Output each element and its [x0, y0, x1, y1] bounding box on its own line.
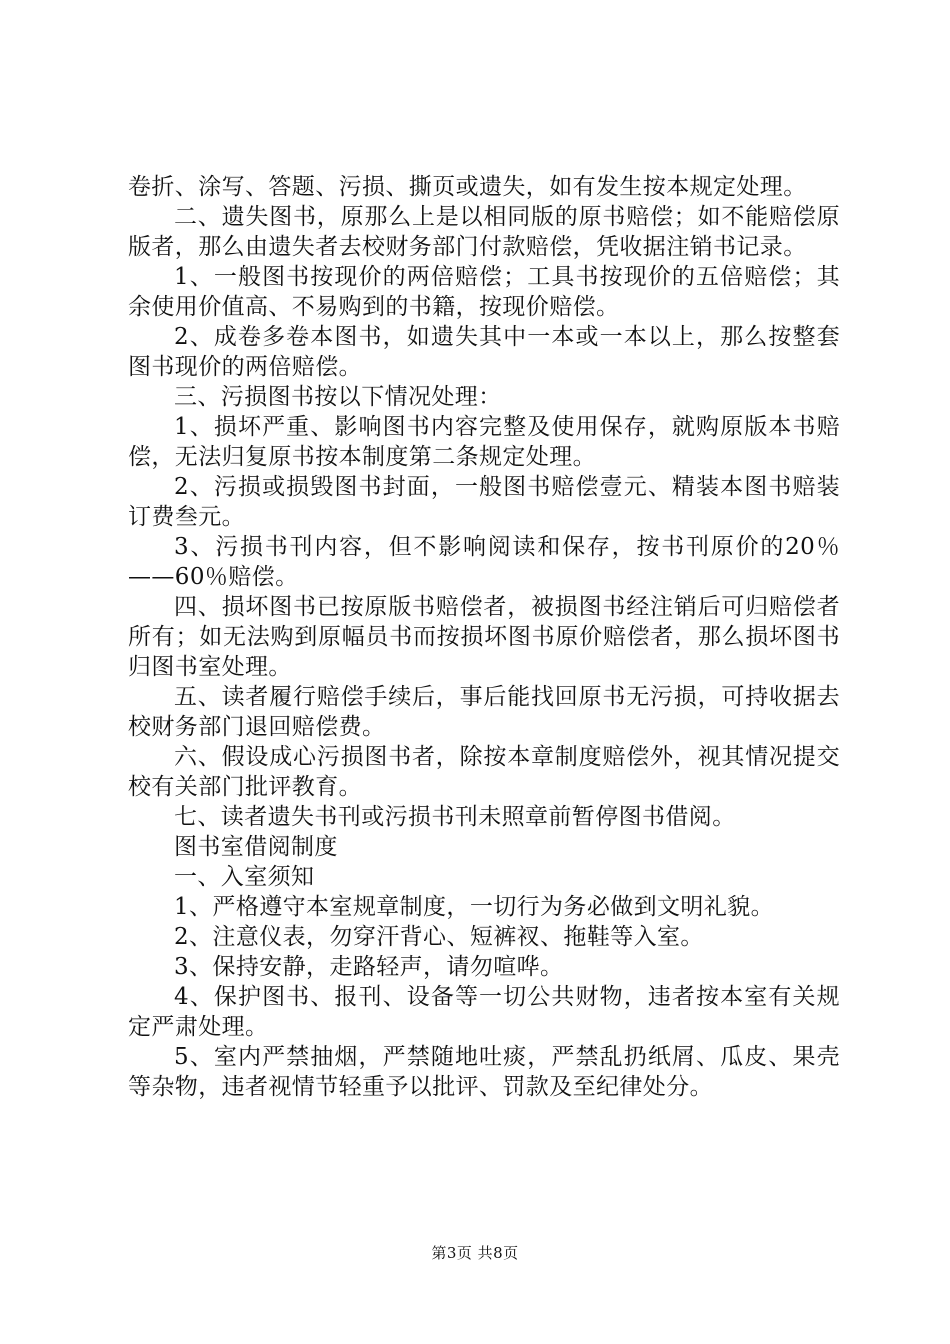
paragraph-16: 2、注意仪表，勿穿汗背心、短裤衩、拖鞋等入室。: [174, 924, 704, 950]
paragraph-19: 5、室内严禁抽烟，严禁随地吐痰，严禁乱扔纸屑、瓜皮、果壳等杂物，违者视情节轻重予以批评、罚款及至纪律处分。: [128, 1044, 840, 1100]
paragraph-1: 卷折、涂写、答题、污损、撕页或遗失，如有发生按本规定处理。: [128, 174, 807, 200]
paragraph-5: 三、污损图书按以下情况处理：: [174, 384, 502, 410]
paragraph-7: 2、污损或损毁图书封面，一般图书赔偿壹元、精装本图书赔装订费叁元。: [128, 474, 840, 530]
paragraph-9: 四、损坏图书已按原版书赔偿者，被损图书经注销后可归赔偿者所有；如无法购到原幅员书而按损坏图书原价赔偿者，那么损坏图书归图书室处理。: [128, 594, 840, 680]
section-title: 图书室借阅制度: [174, 834, 338, 860]
paragraph-15: 1、严格遵守本室规章制度，一切行为务必做到文明礼貌。: [174, 894, 775, 920]
paragraph-6: 1、损坏严重、影响图书内容完整及使用保存，就购原版本书赔偿，无法归复原书按本制度第二条规定处理。: [128, 414, 840, 470]
paragraph-4: 2、成卷多卷本图书，如遗失其中一本或一本以上，那么按整套图书现价的两倍赔偿。: [128, 324, 840, 380]
paragraph-17: 3、保持安静，走路轻声，请勿喧哗。: [174, 954, 564, 980]
paragraph-8: 3、污损书刊内容，但不影响阅读和保存，按书刊原价的20％——60％赔偿。: [128, 534, 840, 590]
document-body: [128, 172, 840, 1102]
paragraph-10: 五、读者履行赔偿手续后，事后能找回原书无污损，可持收据去校财务部门退回赔偿费。: [128, 684, 840, 740]
page-number-footer: 第3页 共8页: [431, 1244, 519, 1262]
paragraph-11: 六、假设成心污损图书者，除按本章制度赔偿外，视其情况提交校有关部门批评教育。: [128, 744, 840, 800]
subsection-title: 一、入室须知: [174, 864, 315, 890]
paragraph-12: 七、读者遗失书刊或污损书刊未照章前暂停图书借阅。: [174, 804, 736, 830]
paragraph-3: 1、一般图书按现价的两倍赔偿；工具书按现价的五倍赔偿；其余使用价值高、不易购到的书籍，按现价赔偿。: [128, 264, 840, 320]
paragraph-18: 4、保护图书、报刊、设备等一切公共财物，违者按本室有关规定严肃处理。: [128, 984, 840, 1040]
paragraph-2: 二、遗失图书，原那么上是以相同版的原书赔偿；如不能赔偿原版者，那么由遗失者去校财务部门付款赔偿，凭收据注销书记录。: [128, 204, 840, 260]
